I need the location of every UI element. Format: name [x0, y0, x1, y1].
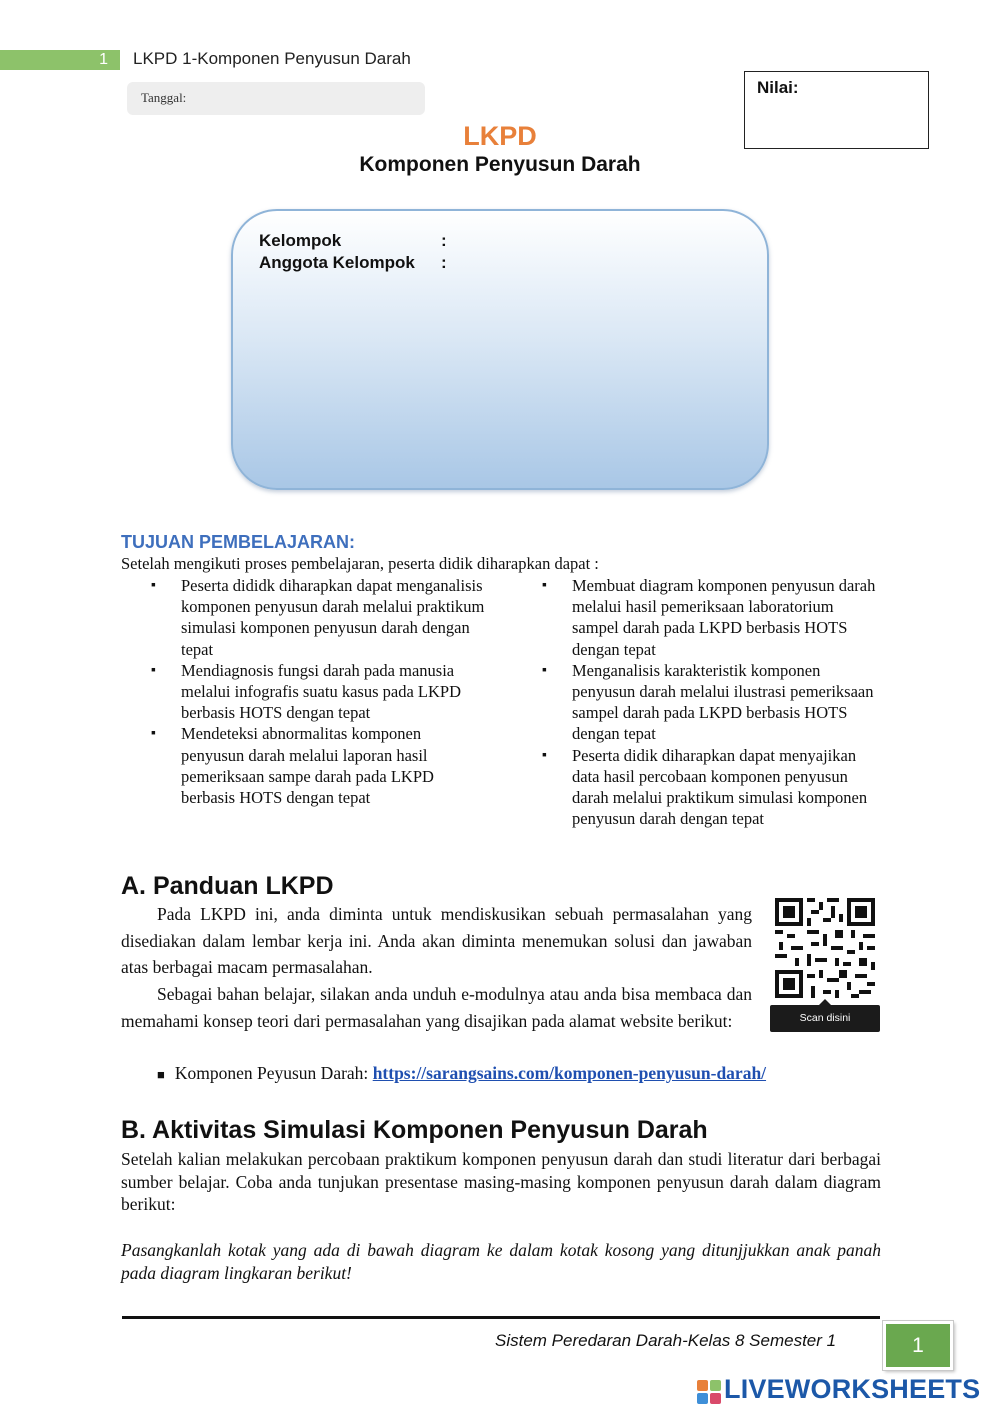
qr-code-panel[interactable] — [770, 893, 880, 1039]
score-label: Nilai: — [757, 78, 799, 97]
objectives-list-right — [512, 575, 892, 829]
objective-item: ▪ Peserta didik diharapkan dapat menyajikan data hasil percobaan komponen penyusun darah melalui praktikum simulasi komponen penyusun darah dengan tepat — [512, 745, 882, 830]
panduan-heading: A. Panduan LKPD — [121, 872, 334, 900]
objective-item: ▪ Mendeteksi abnormalitas komponen penyusun darah melalui laporan hasil pemeriksaan sampe darah pada LKPD berbasis HOTS dengan tepat — [121, 723, 487, 808]
members-label: Anggota Kelompok — [259, 253, 415, 272]
objective-item: ▪ Membuat diagram komponen penyusun darah melalui hasil pemeriksaan laboratorium sampel darah pada LKPD berbasis HOTS dengan tepat — [512, 575, 882, 660]
document-title: LKPD — [463, 121, 537, 151]
date-label: Tanggal: — [141, 90, 187, 105]
footer-divider — [122, 1316, 880, 1319]
group-info-card[interactable] — [231, 209, 769, 490]
resource-label: Komponen Peyusun Darah: — [174, 1063, 373, 1083]
qr-caption: Scan disini — [770, 1005, 880, 1032]
group-label: Kelompok — [259, 231, 342, 250]
objective-item: ▪ Menganalisis karakteristik komponen penyusun darah melalui ilustrasi pemeriksaan sampel darah pada LKPD berbasis HOTS dengan tepat — [512, 660, 882, 745]
date-field[interactable] — [127, 82, 425, 115]
objectives-intro: Setelah mengikuti proses pembelajaran, peserta didik diharapkan dapat : — [121, 554, 599, 573]
liveworksheets-logo-icon — [697, 1380, 721, 1404]
bullet-icon: ■ — [157, 1067, 165, 1082]
header-title: LKPD 1-Komponen Penyusun Darah — [133, 49, 411, 68]
header-page-number: 1 — [0, 50, 120, 70]
footer-page-number: 1 — [883, 1321, 953, 1370]
members-colon: : — [441, 253, 447, 272]
watermark-text: LIVEWORKSHEETS — [724, 1374, 981, 1404]
group-colon: : — [441, 231, 447, 250]
qr-code-icon — [775, 898, 875, 998]
objective-item: ▪ Mendiagnosis fungsi darah pada manusia melalui infografis suatu kasus pada LKPD berbasis HOTS dengan tepat — [121, 660, 487, 724]
aktivitas-instruction: Pasangkanlah kotak yang ada di bawah diagram ke dalam kotak kosong yang ditunjjukkan anak panah pada diagram lingkaran berikut! — [121, 1240, 881, 1283]
objective-item: ▪ Peserta dididk diharapkan dapat menganalisis komponen penyusun darah melalui praktikum simulasi komponen penyusun darah dengan tepat — [121, 575, 487, 660]
resource-link[interactable]: https://sarangsains.com/komponen-penyusun-darah/ — [372, 1063, 767, 1083]
aktivitas-paragraph: Setelah kalian melakukan percobaan praktikum komponen penyusun darah dan studi literatur dari berbagai sumber belajar. Coba anda tunjukan presentase masing-masing komponen penyusun darah dalam diagram berikut: — [121, 1149, 881, 1214]
panduan-paragraph-1: Pada LKPD ini, anda diminta untuk mendiskusikan sebuah permasalahan yang disediakan dalam lembar kerja ini. Anda akan diminta menemukan solusi dan jawaban atas berbagai macam permasalahan. — [121, 904, 752, 977]
footer-text: Sistem Peredaran Darah-Kelas 8 Semester 1 — [495, 1331, 837, 1350]
resource-item — [157, 1063, 766, 1084]
aktivitas-heading: B. Aktivitas Simulasi Komponen Penyusun Darah — [121, 1116, 708, 1144]
objectives-heading: TUJUAN PEMBELAJARAN: — [121, 532, 356, 552]
objectives-list-left — [121, 575, 521, 808]
document-subtitle: Komponen Penyusun Darah — [359, 153, 641, 176]
panduan-paragraph-2: Sebagai bahan belajar, silakan anda unduh e-modulnya atau anda bisa membaca dan memahami konsep teori dari permasalahan yang disajikan pada alamat website berikut: — [121, 984, 752, 1031]
